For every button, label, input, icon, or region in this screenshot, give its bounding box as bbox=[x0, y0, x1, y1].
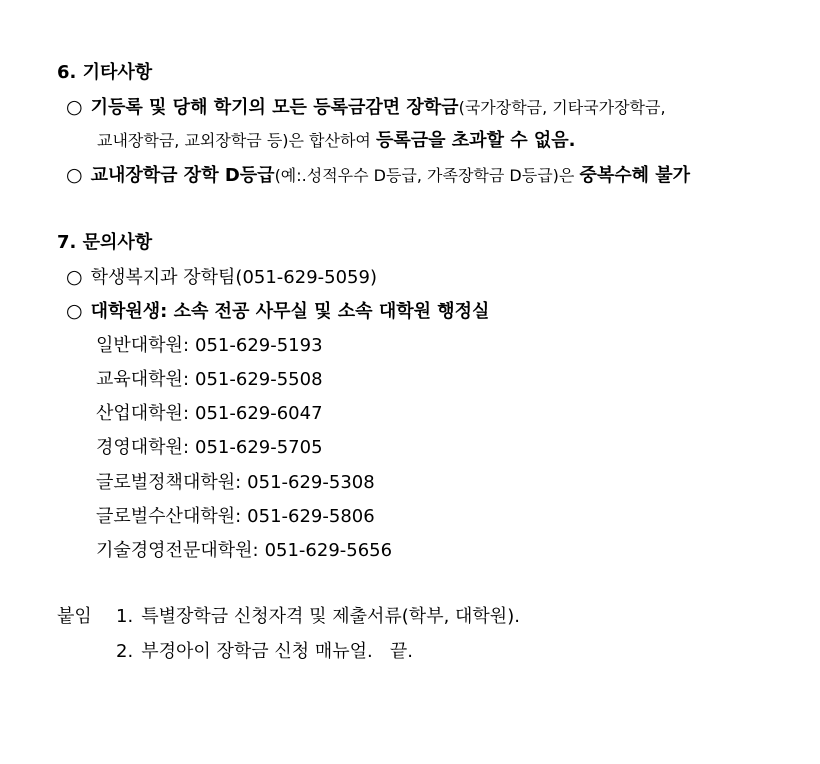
section-6-item-2 bbox=[66, 164, 690, 187]
attachment-item bbox=[116, 641, 413, 663]
section-6-heading: 6. 기타사항 bbox=[57, 62, 153, 83]
section-7-heading: 7. 문의사항 bbox=[57, 232, 153, 253]
grad-school-phone: 051-629-5705 bbox=[195, 437, 323, 458]
contact-scholarship-text: 학생복지과 장학팀(051-629-5059) bbox=[90, 267, 377, 288]
grad-school-row bbox=[96, 506, 375, 528]
attachment-text: 부경아이 장학금 신청 매뉴얼. 끝. bbox=[141, 641, 414, 662]
grad-school-name: 일반대학원: bbox=[96, 335, 190, 356]
item-2-paren-text: (예:.성적우수 D등급, 가족장학금 D등급)은 bbox=[274, 166, 580, 185]
bullet-circle-icon: ○ bbox=[66, 266, 83, 288]
grad-school-name: 교육대학원: bbox=[96, 369, 190, 390]
attachment-number: 2. bbox=[116, 641, 134, 662]
grad-school-phone: 051-629-5308 bbox=[247, 472, 375, 493]
item-2-bold-text: 교내장학금 장학 D등급 bbox=[90, 165, 275, 186]
item-1-bold-text: 기등록 및 당해 학기의 모든 등록금감면 장학금 bbox=[90, 97, 459, 118]
bullet-circle-icon: ○ bbox=[66, 300, 83, 322]
grad-school-row bbox=[96, 369, 323, 391]
attachment-item bbox=[116, 606, 520, 628]
grad-school-phone: 051-629-5508 bbox=[195, 369, 323, 390]
attachment-text: 특별장학금 신청자격 및 제출서류(학부, 대학원). bbox=[141, 606, 520, 627]
grad-school-name: 산업대학원: bbox=[96, 403, 190, 424]
grad-school-name: 경영대학원: bbox=[96, 437, 190, 458]
item-1-bold-conclusion: 등록금을 초과할 수 없음. bbox=[375, 130, 576, 151]
attachments-label: 붙임 bbox=[57, 606, 92, 627]
contact-graduate bbox=[66, 300, 489, 323]
grad-school-name: 글로벌정책대학원: bbox=[96, 472, 242, 493]
bullet-circle-icon: ○ bbox=[66, 96, 83, 118]
item-1-continued-text: 교내장학금, 교외장학금 등)은 합산하여 bbox=[97, 131, 376, 150]
grad-school-phone: 051-629-5656 bbox=[264, 540, 393, 561]
grad-school-name: 글로벌수산대학원: bbox=[96, 506, 242, 527]
grad-school-phone: 051-629-6047 bbox=[195, 403, 323, 424]
item-1-paren-text: (국가장학금, 기타국가장학금, bbox=[458, 98, 666, 117]
section-6-item-1 bbox=[66, 96, 666, 119]
attachment-number: 1. bbox=[116, 606, 134, 627]
bullet-circle-icon: ○ bbox=[66, 164, 83, 186]
section-6-item-1-continued bbox=[97, 130, 576, 152]
grad-school-row bbox=[96, 403, 323, 425]
grad-school-row bbox=[96, 437, 323, 459]
contact-scholarship-team bbox=[66, 266, 377, 289]
grad-school-phone: 051-629-5193 bbox=[195, 335, 323, 356]
grad-school-phone: 051-629-5806 bbox=[247, 506, 375, 527]
item-2-bold-conclusion: 중복수혜 불가 bbox=[579, 165, 691, 186]
grad-school-row bbox=[96, 472, 375, 494]
grad-school-row bbox=[96, 335, 323, 357]
grad-school-row bbox=[96, 540, 392, 562]
grad-school-name: 기술경영전문대학원: bbox=[96, 540, 259, 561]
contact-graduate-text: 대학원생: 소속 전공 사무실 및 소속 대학원 행정실 bbox=[90, 301, 490, 322]
